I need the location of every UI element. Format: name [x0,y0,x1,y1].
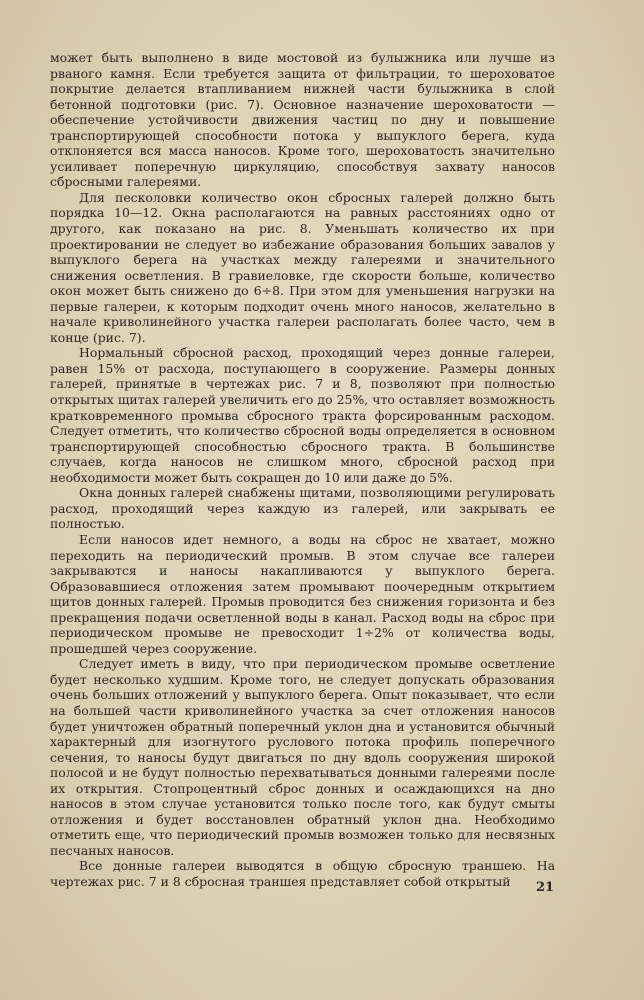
paragraph: Следует иметь в виду, что при периодическом промыве осветление будет несколько худшим. Кроме того, не следует допускать образования очень больших отложений у выпуклого берега. Опыт показывает, что если на большей части криволинейного участка за счет отложения наносов будет уничтожен обратный поперечный уклон дна и установится обычный характерный для изогнутого руслового потока профиль поперечного сечения, то наносы будут двигаться по дну вдоль сооружения широкой полосой и не будут полностью перехватываться донными галереями после их открытия. Стопроцентный сброс донных и осаждающихся на дно наносов в этом случае установится только после того, как будут смыты отложения и будет восстановлен обратный уклон дна. Необходимо отметить еще, что периодический промыв возможен только для несвязных песчаных наносов. [50,656,555,858]
paragraph: Для песколовки количество окон сбросных галерей должно быть порядка 10—12. Окна располагаются на равных расстояниях одно от другого, как показано на рис. 8. Уменьшать количество их при проектировании не следует во избежание образования больших завалов у выпуклого берега на участках между галереями и значительного снижения осветления. В гравиеловке, где скорости больше, количество окон может быть снижено до 6÷8. При этом для уменьшения нагрузки на первые галереи, к которым подходит очень много наносов, желательно в начале криволинейного участка галереи располагать более часто, чем в конце (рис. 7). [50,189,555,345]
paragraph: Все донные галереи выводятся в общую сбросную траншею. На чертежах рис. 7 и 8 сбросная траншея представляет собой открытый [50,858,555,889]
paragraph: Окна донных галерей снабжены щитами, позволяющими регулировать расход, проходящий через каждую из галерей, или закрывать ее полностью. [50,485,555,532]
paragraph: Нормальный сбросной расход, проходящий через донные галереи, равен 15% от расхода, поступающего в сооружение. Размеры донных галерей, принятые в чертежах рис. 7 и 8, позволяют при полностью открытых щитах галерей увеличить его до 25%, что оставляет возможность кратковременного промыва сбросного тракта форсированным расходом. Следует отметить, что количество сбросной воды определяется в основном транспортирующей способностью сбросного тракта. В большинстве случаев, когда наносов не слишком много, сбросной расход при необходимости может быть сокращен до 10 или даже до 5%. [50,345,555,485]
paragraph: Если наносов идет немного, а воды на сброс не хватает, можно переходить на периодический промыв. В этом случае все галереи закрываются и наносы накапливаются у выпуклого берега. Образовавшиеся отложения затем промывают поочередным открытием щитов донных галерей. Промыв проводится без снижения горизонта и без прекращения подачи осветленной воды в канал. Расход воды на сброс при периодическом промыве не превосходит 1÷2% от количества воды, прошедшей через сооружение. [50,531,555,656]
page-number: 21 [536,880,555,895]
paragraph: может быть выполнено в виде мостовой из булыжника или лучше из рваного камня. Если требуется защита от фильтрации, то шероховатое покрытие делается втапливанием нижней части булыжника в слой бетонной подготовки (рис. 7). Основное назначение шероховатости — обеспечение устойчивости движения частиц по дну и повышение транспортирующей способности потока у выпуклого берега, куда отклоняется вся масса наносов. Кроме того, шероховатость значительно усиливает поперечную циркуляцию, способствуя захвату наносов сбросными галереями. [50,50,555,190]
body-text [50,50,555,890]
